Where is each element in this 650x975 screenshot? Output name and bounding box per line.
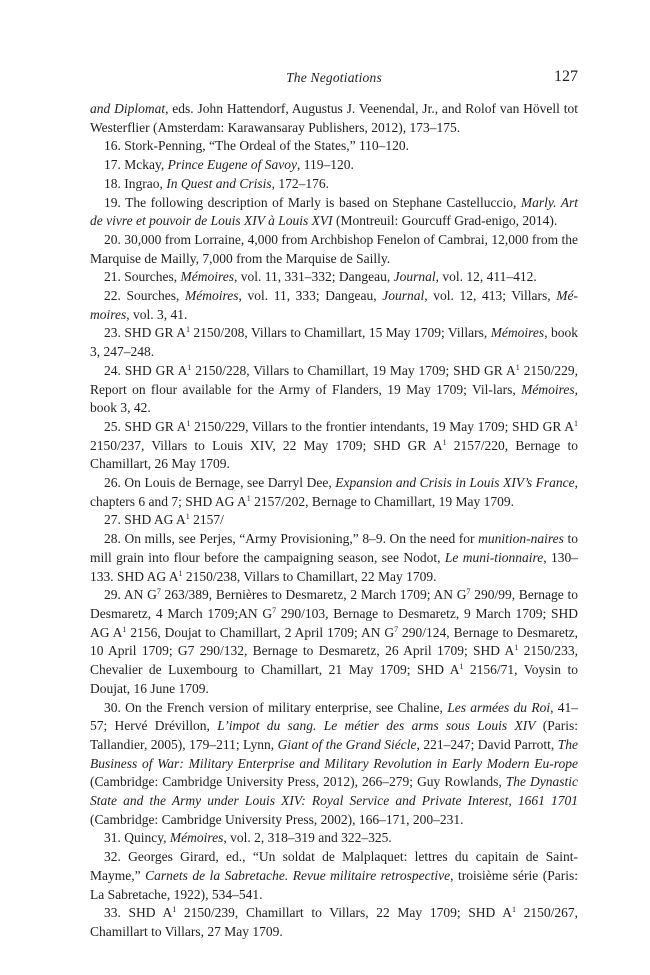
endnote-25 (90, 418, 578, 474)
note-text: 31. Quincy, (104, 830, 170, 846)
superscript: 1 (511, 905, 516, 915)
italic-title: Mé-moires (90, 288, 578, 322)
note-text: 33. SHD A (104, 905, 173, 921)
superscript: 1 (122, 624, 127, 634)
superscript: 7 (156, 587, 161, 597)
italic-title: Mémoires (521, 381, 575, 397)
note-text: 24. SHD GR A (104, 362, 188, 378)
italic-title: Mémoires (180, 269, 234, 285)
note-text: 2150/237, Villars to Louis XIV, 22 May 1709; SHD GR A (90, 437, 443, 453)
endnote-22 (90, 287, 578, 324)
superscript: 1 (186, 418, 191, 428)
note-text: 263/389, Bernières to Desmaretz, 2 March 1709; AN G (160, 587, 467, 603)
superscript: 1 (187, 362, 192, 372)
note-text: (Montreuil: Gourcuff Grad-enigo, 2014). (332, 213, 558, 229)
note-text: , troisième série (Paris: La Sabretache, 1922), 534–541. (90, 867, 578, 902)
italic-title: In Quest and Crisis (166, 175, 272, 191)
note-text: , vol. 11, 333; Dangeau, (238, 288, 383, 304)
italic-title: Giant of the Grand Siécle (277, 736, 417, 752)
superscript: 1 (459, 662, 464, 672)
running-title: The Negotiations (286, 70, 382, 85)
italic-title: Expansion and Crisis in Louis XIV’s France (335, 475, 575, 491)
note-text: , 41–57; Hervé Drévillon, (90, 699, 578, 734)
note-text: , vol. 3, 41. (126, 306, 188, 322)
note-text: 2150/229, Villars to the frontier intendants, 19 May 1709; SHD GR A (190, 418, 574, 434)
superscript: 1 (246, 493, 251, 503)
italic-title: Prince Eugene of Savoy (167, 157, 297, 173)
note-text: 17. Mckay, (104, 157, 168, 173)
note-text: , vol. 12, 413; Villars, (424, 288, 557, 304)
note-text: , vol. 2, 318–319 and 322–325. (223, 830, 392, 846)
page-number: 127 (554, 68, 578, 85)
note-text: 290/103, Bernage to Desmaretz, 9 March 1709; SHD AG A (90, 605, 579, 640)
note-text: 2156, Doujat to Chamillart, 2 April 1709; AN G (126, 624, 395, 640)
superscript: 1 (185, 325, 190, 335)
note-text: 2150/229, Report on flour available for the Army of Flanders, 19 May 1709; Vil-lars, (90, 362, 578, 397)
note-text: 26. On Louis de Bernage, see Darryl Dee, (104, 475, 336, 491)
italic-title: Mémoires (184, 288, 239, 304)
note-text: , 130–133. SHD AG A (90, 549, 578, 584)
note-text: 290/124, Bernage to Desmaretz, 10 April 1709; G7 290/132, Bernage to Desmaretz, 26 April 1709; SHD A (90, 624, 578, 659)
endnote-29 (90, 586, 578, 698)
italic-title: Journal (382, 288, 425, 304)
endnote-18 (90, 175, 578, 194)
italic-title: Mémoires (490, 325, 545, 341)
superscript: 7 (466, 587, 471, 597)
endnote-19 (90, 194, 578, 231)
italic-title: Mémoires (169, 830, 224, 846)
note-text: 2150/228, Villars to Chamillart, 19 May 1709; SHD GR A (191, 362, 516, 378)
note-text: 2150/239, Chamillart to Villars, 22 May 1709; SHD A (176, 905, 512, 921)
superscript: 1 (442, 437, 447, 447)
note-text: , eds. John Hattendorf, Augustus J. Veenendal, Jr., and Rolof van Hövell tot Westerflier (Amsterdam: Karawansaray Publishers, 2012), 173–175. (90, 101, 578, 135)
note-text: 18. Ingrao, (104, 175, 167, 191)
note-text: 23. SHD GR A (104, 325, 186, 341)
note-text: (Paris: Tallandier, 2005), 179–211; Lynn, (90, 718, 579, 752)
endnote-continuation (90, 100, 578, 137)
note-text: 22. Sourches, (104, 288, 185, 304)
note-text: , vol. 11, 331–332; Dangeau, (234, 269, 394, 285)
endnote-31 (90, 829, 578, 848)
superscript: 7 (272, 605, 277, 615)
superscript: 7 (394, 624, 399, 634)
note-text: 32. Georges Girard, ed., “Un soldat de Malplaquet: lettres du capitain de Saint-Mayme,” (90, 849, 578, 883)
endnote-33 (90, 904, 578, 941)
note-text: 2157/202, Bernage to Chamillart, 19 May 1709. (250, 493, 514, 509)
note-text: , 119–120. (296, 157, 354, 173)
note-text: 29. AN G (104, 587, 157, 603)
note-text: 25. SHD GR A (104, 418, 187, 434)
note-text: , 172–176. (271, 175, 329, 191)
note-text: 2150/233, Chevalier de Luxembourg to Chamillart, 21 May 1709; SHD A (90, 643, 578, 678)
endnote-16 (90, 137, 578, 156)
italic-title: Le muni-tionnaire (444, 549, 544, 565)
superscript: 1 (515, 362, 520, 372)
endnote-30 (90, 699, 578, 830)
superscript: 1 (514, 643, 519, 653)
endnote-27 (90, 511, 578, 530)
endnote-23 (90, 324, 578, 361)
note-text: 19. The following description of Marly is based on Stephane Castelluccio, (104, 194, 521, 210)
endnote-26 (90, 474, 578, 511)
italic-title: Les armées du Roi (447, 699, 551, 715)
note-text: (Cambridge: Cambridge University Press, 2012), 266–279; Guy Rowlands, (90, 774, 506, 790)
note-text: , vol. 12, 411–412. (435, 269, 537, 285)
italic-title: Journal (393, 269, 436, 285)
italic-title: The Business of War: Military Enterprise and Military Revolution in Early Modern Eu-rope (90, 736, 578, 771)
note-text: 20. 30,000 from Lorraine, 4,000 from Archbishop Fenelon of Cambrai, 12,000 from the Marquise de Mailly, 7,000 from the Marquise de Sailly. (90, 231, 578, 266)
superscript: 1 (178, 568, 183, 578)
note-text: 21. Sourches, (104, 269, 181, 285)
endnote-20 (90, 231, 578, 268)
note-text: 290/99, Bernage to Desmaretz, 4 March 1709;AN G (90, 587, 578, 621)
note-text: , 221–247; David Parrott, (416, 736, 558, 752)
endnote-17 (90, 156, 578, 175)
italic-title: and Diplomat (90, 101, 166, 116)
endnotes-list (90, 100, 578, 942)
note-text: 28. On mills, see Perjes, “Army Provisioning,” 8–9. On the need for (104, 531, 479, 547)
endnote-28 (90, 530, 578, 586)
note-text: 2157/220, Bernage to Chamillart, 26 May 1709. (90, 437, 578, 472)
endnote-24 (90, 362, 578, 418)
note-text: 2150/238, Villars to Chamillart, 22 May 1709. (182, 568, 437, 584)
note-text: (Cambridge: Cambridge University Press, 2002), 166–171, 200–231. (90, 811, 464, 827)
italic-title: L’impot du sang. Le métier des arms sous Louis XIV (217, 718, 536, 734)
superscript: 1 (574, 418, 578, 428)
note-text: 27. SHD AG A (104, 512, 186, 528)
note-text: to mill grain into flour before the campaigning season, see Nodot, (90, 531, 578, 565)
note-text: , chapters 6 and 7; SHD AG A (90, 475, 578, 509)
note-text: 16. Stork-Penning, “The Ordeal of the States,” 110–120. (104, 138, 410, 154)
note-text: 2156/71, Voysin to Doujat, 16 June 1709. (90, 662, 578, 696)
note-text: 2150/267, Chamillart to Villars, 27 May 1709. (90, 905, 578, 939)
note-text: 2150/208, Villars to Chamillart, 15 May 1709; Villars, (189, 325, 491, 341)
note-text: , book 3, 247–248. (90, 325, 579, 360)
note-text: 2157/ (189, 512, 224, 528)
italic-title: The Dynastic State and the Army under Louis XIV: Royal Service and Private Interest, 1661 1701 (90, 774, 578, 809)
note-text: , book 3, 42. (90, 381, 578, 416)
superscript: 1 (172, 905, 177, 915)
endnote-21 (90, 268, 578, 287)
italic-title: Carnets de la Sabretache. Revue militaire retrospective (145, 867, 451, 883)
note-text: 30. On the French version of military enterprise, see Chaline, (104, 699, 448, 715)
italic-title: Marly. Art de vivre et pouvoir de Louis XIV à Louis XVI (90, 194, 578, 229)
italic-title: munition-naires (478, 531, 564, 547)
endnote-32 (90, 848, 578, 904)
running-head (90, 68, 578, 88)
superscript: 1 (185, 512, 190, 522)
